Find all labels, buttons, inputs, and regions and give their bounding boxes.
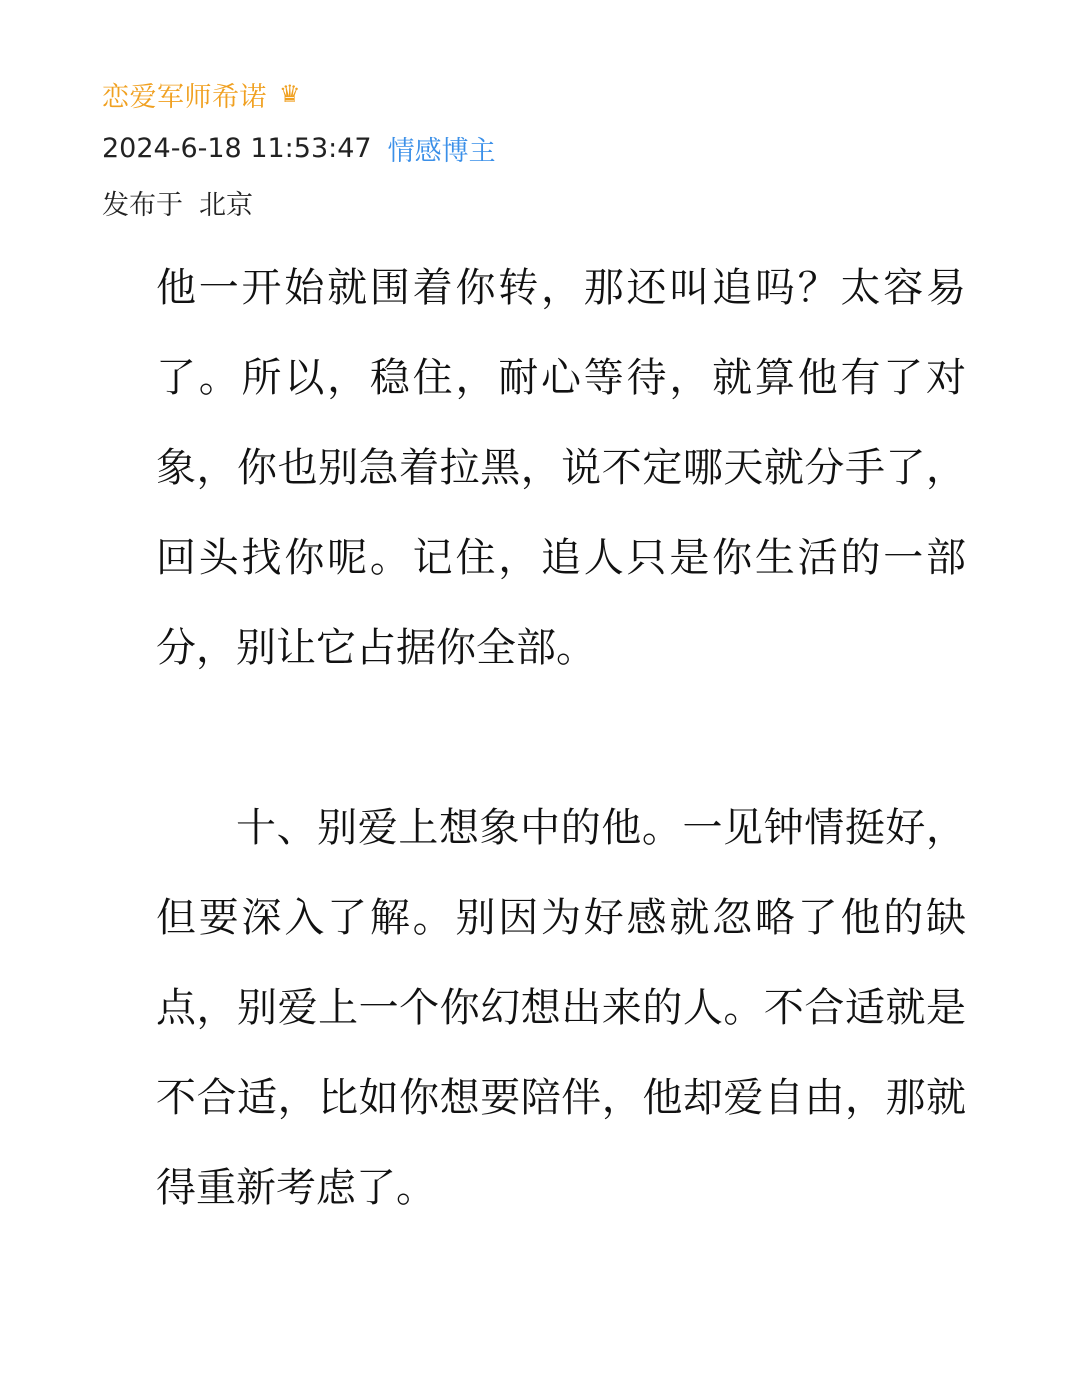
- post-timestamp: 2024-6-18 11:53:47: [102, 132, 372, 164]
- article-paragraph: 十、别爱上想象中的他。一见钟情挺好，但要深入了解。别因为好感就忽略了他的缺点，别爱上一个你幻想出来的人。不合适就是不合适，比如你想要陪伴，他却爱自由，那就得重新考虑了。: [156, 805, 966, 1211]
- blogger-tag[interactable]: 情感博主: [387, 135, 496, 167]
- article-body: [156, 243, 966, 1233]
- crown-icon: ♛: [279, 80, 301, 108]
- meta-row: [102, 124, 982, 172]
- location-row: [102, 178, 982, 226]
- author-row: [102, 70, 982, 118]
- location-value: 北京: [199, 189, 253, 221]
- location-label: 发布于: [102, 189, 183, 221]
- post-header: [102, 70, 982, 226]
- article-paragraph: 他一开始就围着你转，那还叫追吗？太容易了。所以，稳住，耐心等待，就算他有了对象，你也别急着拉黑，说不定哪天就分手了，回头找你呢。记住，追人只是你生活的一部分，别让它占据你全部。: [156, 265, 966, 671]
- author-name[interactable]: 恋爱军师希诺: [102, 81, 267, 113]
